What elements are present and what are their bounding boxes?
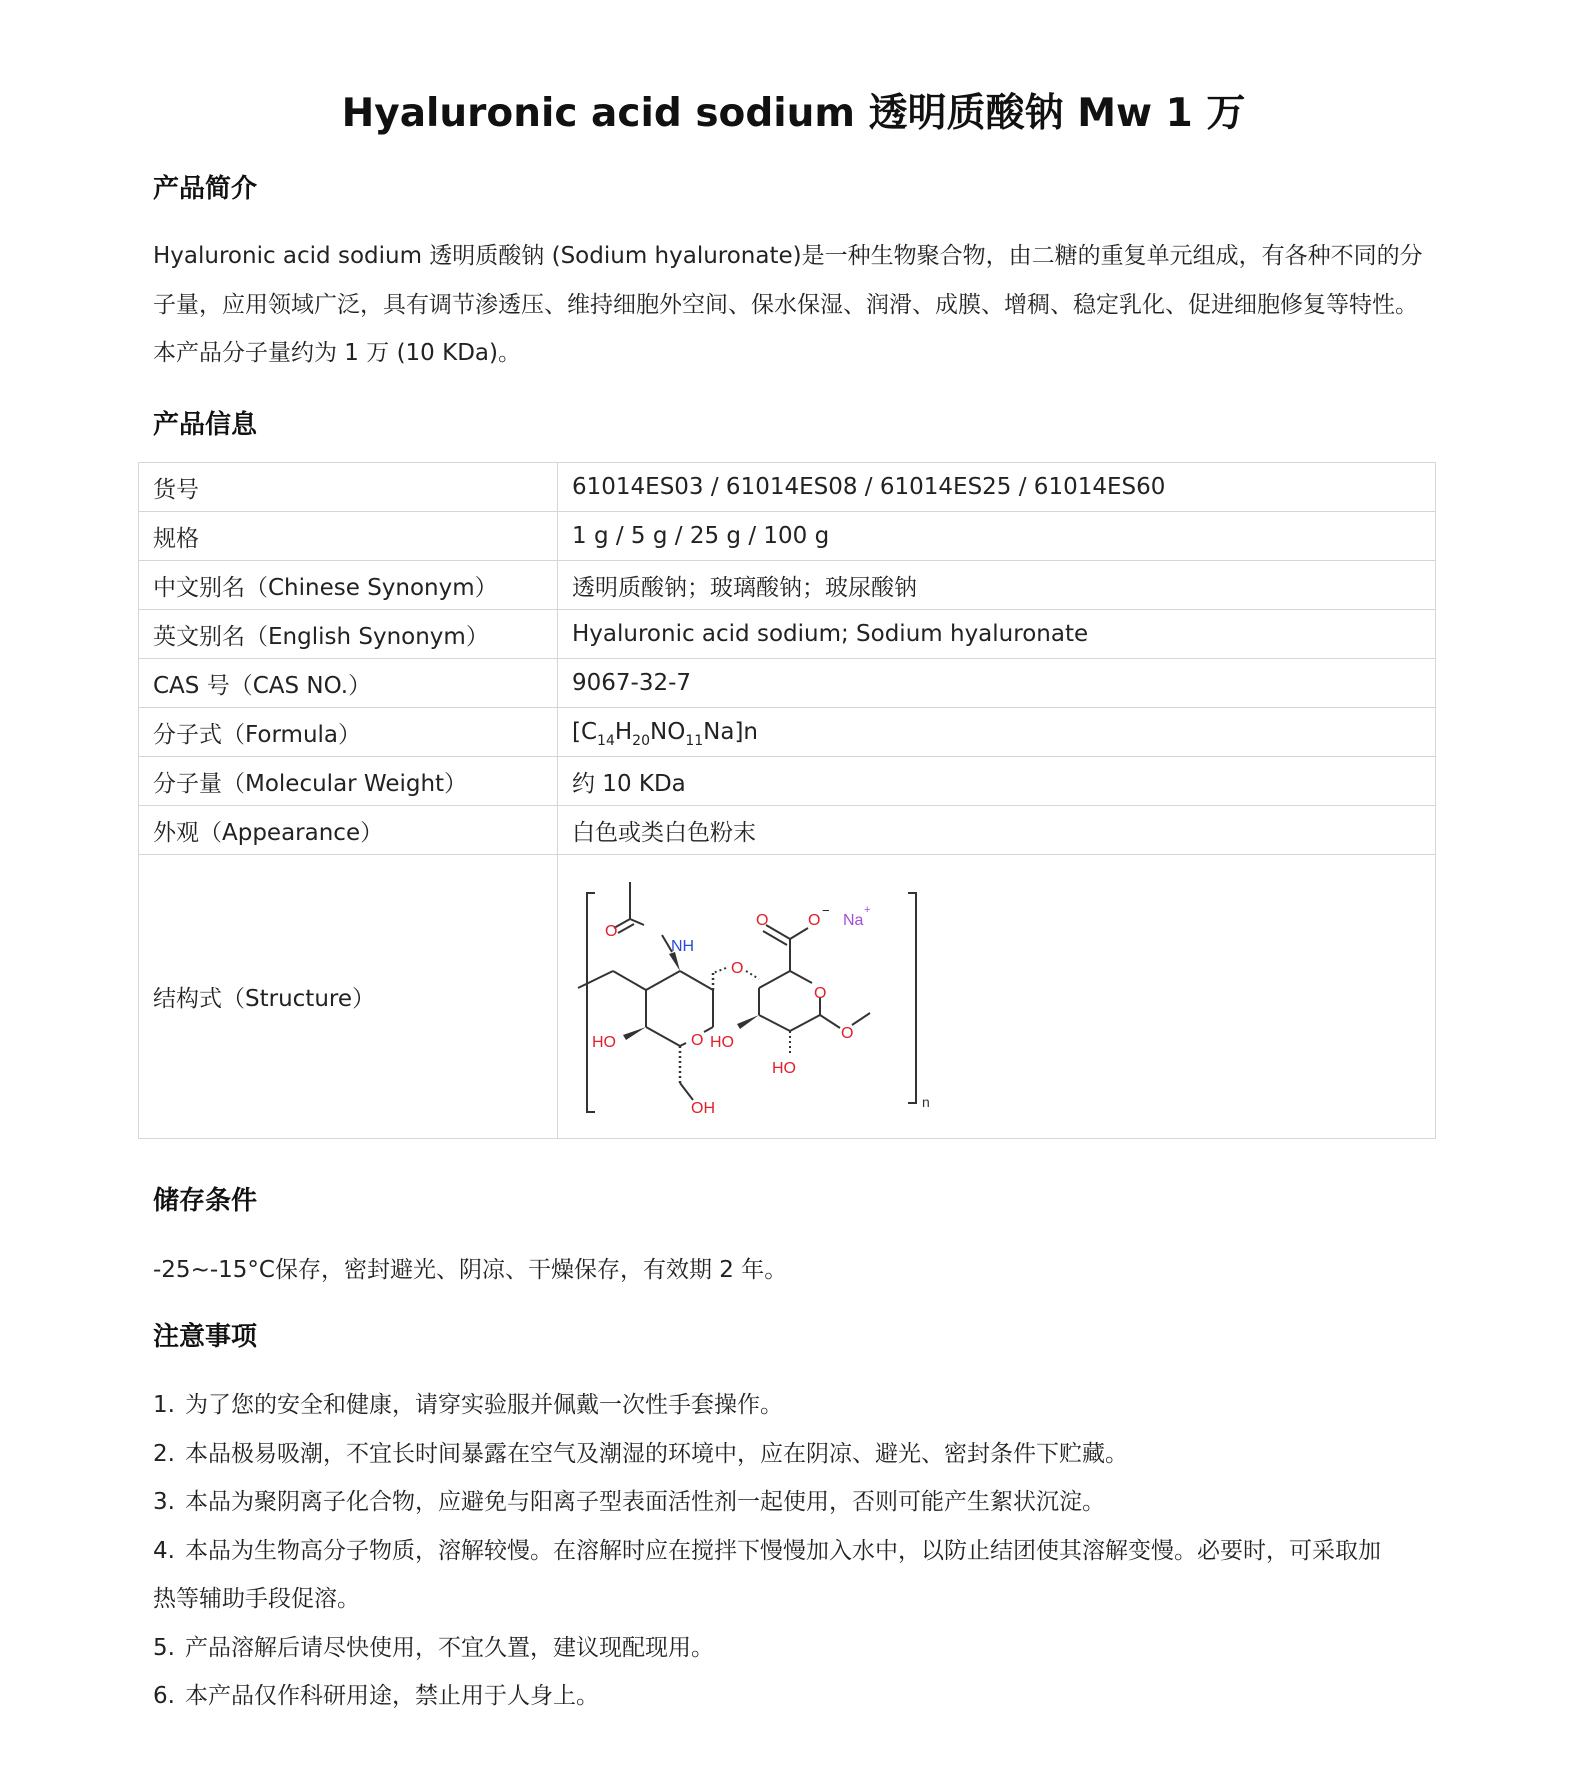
bond <box>704 1027 713 1032</box>
row-key: CAS 号（CAS NO.） <box>139 659 558 708</box>
storage-heading: 储存条件 <box>153 1186 258 1216</box>
table-row <box>139 561 1436 610</box>
atom-label: HO <box>772 1060 796 1077</box>
intro-line: 子量，应用领域广泛，具有调节渗透压、维持细胞外空间、保水保湿、润滑、成膜、增稠、稳定乳化、促进细胞修复等特性。 <box>153 291 1418 318</box>
left-bracket <box>587 893 595 1112</box>
bond <box>713 968 726 973</box>
formula-value <box>558 708 1436 757</box>
formula-subscript: 11 <box>685 733 704 749</box>
atom-label: O <box>605 923 618 940</box>
item-text: 本品为生物高分子物质，溶解较慢。在溶解时应在搅拌下慢慢加入水中，以防止结团使其溶解变慢。必要时，可采取加 <box>185 1537 1381 1564</box>
table-row <box>139 806 1436 855</box>
item-number: 5. <box>153 1634 175 1661</box>
chain-bond <box>852 1013 870 1025</box>
atom-label: HO <box>592 1034 616 1051</box>
bond <box>763 931 787 945</box>
charge-label: − <box>822 903 830 918</box>
bond <box>790 1015 820 1031</box>
list-item <box>153 1672 1381 1721</box>
atom-label: Na <box>843 912 864 929</box>
bond <box>646 971 680 990</box>
row-value: 约 10 KDa <box>558 757 1436 806</box>
table-row <box>139 708 1436 757</box>
hyaluronate-structure-diagram <box>558 855 978 1138</box>
item-text: 本产品仅作科研用途，禁止用于人身上。 <box>185 1683 599 1709</box>
item-text: 为了您的安全和健康，请穿实验服并佩戴一次性手套操作。 <box>185 1392 783 1418</box>
repeat-index: n <box>922 1094 930 1110</box>
table-row <box>139 463 1436 512</box>
atom-label: O <box>731 960 744 977</box>
list-item-continuation: 热等辅助手段促溶。 <box>153 1586 360 1612</box>
storage-text: -25~-15°C保存，密封避光、阴凉、干燥保存，有效期 2 年。 <box>153 1257 788 1283</box>
item-number: 3. <box>153 1489 175 1515</box>
intro-heading: 产品简介 <box>153 174 258 204</box>
row-value: 透明质酸钠；玻璃酸钠；玻尿酸钠 <box>558 561 1436 610</box>
intro-line: 本产品分子量约为 1 万 (10 KDa)。 <box>153 340 521 366</box>
intro-line: Hyaluronic acid sodium 透明质酸钠 (Sodium hyaluronate)是一种生物聚合物，由二糖的重复单元组成，有各种不同的分 <box>153 243 1423 269</box>
row-value: Hyaluronic acid sodium; Sodium hyaluronate <box>558 610 1436 659</box>
list-item <box>153 1430 1381 1479</box>
atom-label: O <box>691 1032 704 1049</box>
bond <box>680 1043 686 1046</box>
wedge-bond <box>623 1027 646 1040</box>
item-number: 1. <box>153 1392 175 1418</box>
bond <box>746 971 759 979</box>
row-key: 分子式（Formula） <box>139 708 558 757</box>
item-number: 4. <box>153 1537 175 1564</box>
oxygen-labels <box>592 912 853 1117</box>
table-row <box>139 659 1436 708</box>
bond <box>613 971 646 990</box>
wedge-bond <box>737 1015 759 1029</box>
atom-label: O <box>756 912 769 929</box>
item-text: 本品为聚阴离子化合物，应避免与阳离子型表面活性剂一起使用，否则可能产生絮状沉淀。 <box>185 1489 1105 1515</box>
formula-subscript: 14 <box>597 733 615 749</box>
atom-label: OH <box>691 1100 715 1117</box>
row-value: 1 g / 5 g / 25 g / 100 g <box>558 512 1436 561</box>
item-text: 产品溶解后请尽快使用，不宜久置，建议现配现用。 <box>185 1634 714 1661</box>
bond <box>646 1027 680 1046</box>
formula-part: H <box>614 719 633 745</box>
formula-part: NO <box>650 719 686 745</box>
row-value: 61014ES03 / 61014ES08 / 61014ES25 / 61014ES60 <box>558 463 1436 512</box>
bond <box>790 928 808 939</box>
table-row <box>139 512 1436 561</box>
intro-paragraph <box>153 232 1453 378</box>
notes-list <box>153 1381 1381 1721</box>
storage-paragraph <box>153 1246 1453 1295</box>
atom-label: O <box>814 985 827 1002</box>
atom-label: O <box>841 1025 854 1042</box>
formula-part: [C <box>572 719 598 745</box>
row-value: 白色或类白色粉末 <box>558 806 1436 855</box>
bond <box>766 925 790 939</box>
formula-subscript: 20 <box>632 733 650 749</box>
row-key: 英文别名（English Synonym） <box>139 610 558 659</box>
list-item <box>153 1478 1381 1527</box>
bond <box>759 971 790 988</box>
bond <box>759 1015 790 1031</box>
item-number: 6. <box>153 1683 175 1709</box>
table-row <box>139 855 1436 1139</box>
formula-part: Na]n <box>703 719 758 745</box>
atom-label: HO <box>710 1034 734 1051</box>
list-item <box>153 1381 1381 1430</box>
info-heading: 产品信息 <box>153 410 258 440</box>
bond <box>680 1083 693 1100</box>
chain-bond <box>578 971 613 988</box>
row-key: 结构式（Structure） <box>139 855 558 1139</box>
list-item <box>153 1624 1381 1673</box>
row-key: 分子量（Molecular Weight） <box>139 757 558 806</box>
table-row <box>139 610 1436 659</box>
item-text: 本品极易吸潮，不宜长时间暴露在空气及潮湿的环境中，应在阴凉、避光、密封条件下贮藏。 <box>185 1440 1128 1467</box>
row-key: 规格 <box>139 512 558 561</box>
row-key: 货号 <box>139 463 558 512</box>
table-row <box>139 757 1436 806</box>
page-title: Hyaluronic acid sodium 透明质酸钠 Mw 1 万 <box>341 91 1246 136</box>
charge-label: + <box>864 904 871 916</box>
row-key: 外观（Appearance） <box>139 806 558 855</box>
right-bracket <box>908 893 916 1103</box>
atom-label: NH <box>671 938 695 955</box>
structure-bonds <box>578 882 916 1112</box>
product-info-table <box>138 462 1436 1139</box>
bond <box>820 1015 840 1028</box>
row-value: 9067-32-7 <box>558 659 1436 708</box>
bond <box>790 971 812 983</box>
atom-label: O <box>808 912 821 929</box>
item-number: 2. <box>153 1440 175 1467</box>
notes-heading: 注意事项 <box>153 1322 258 1352</box>
bond <box>680 971 713 990</box>
list-item <box>153 1527 1381 1576</box>
structure-cell <box>558 855 1436 1139</box>
row-key: 中文别名（Chinese Synonym） <box>139 561 558 610</box>
